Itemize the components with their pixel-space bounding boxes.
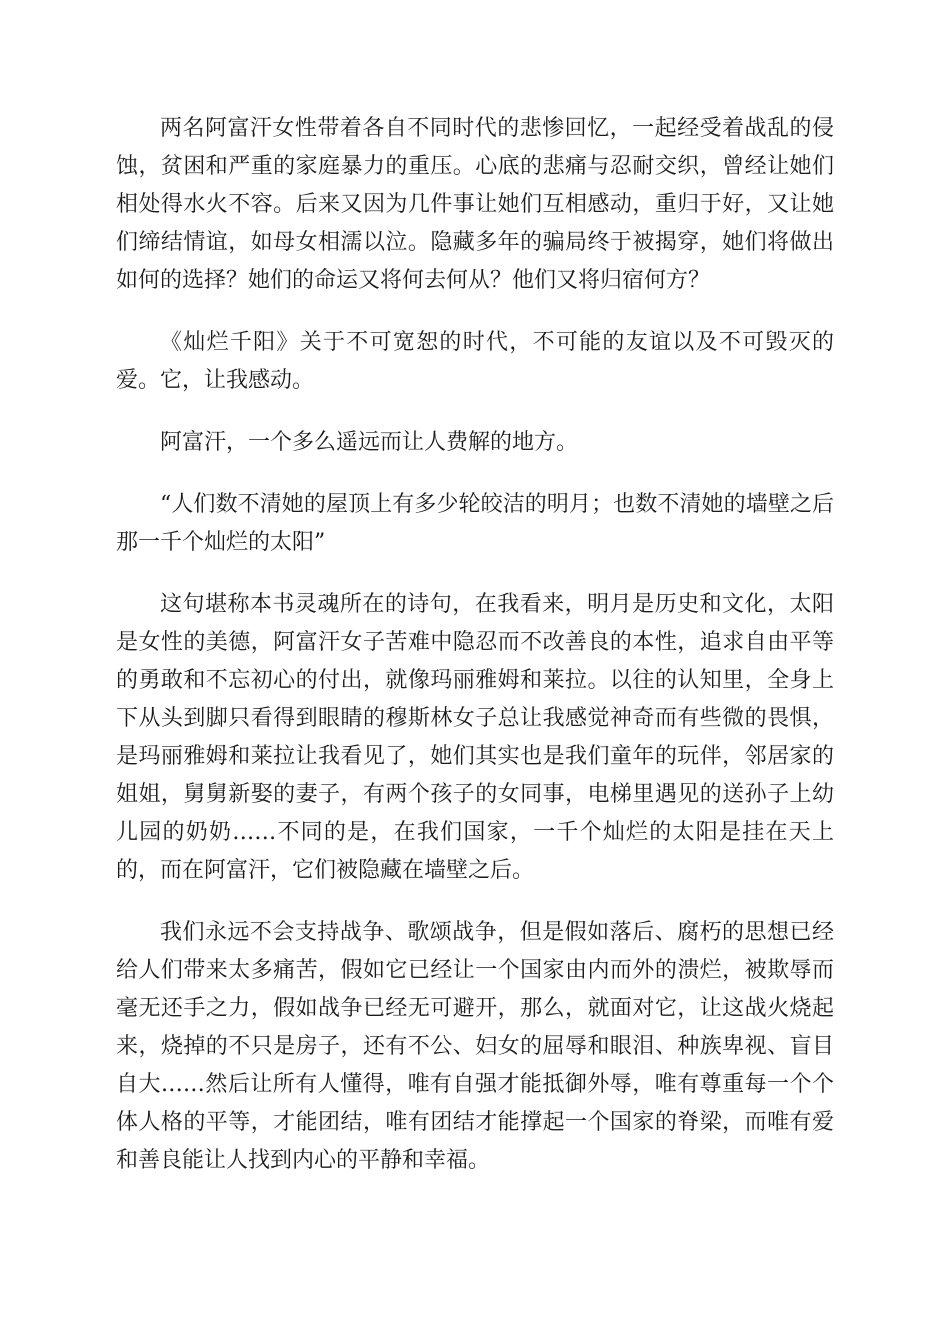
paragraph-afghanistan: 阿富汗，一个多么遥远而让人费解的地方。 — [160, 430, 579, 455]
paragraph-quote: “人们数不清她的屋顶上有多少轮皎洁的明月；也数不清她的墙壁之后那一千个灿烂的太阳” — [116, 492, 834, 555]
paragraph-war-reflection: 我们永远不会支持战争、歌颂战争，但是假如落后、腐朽的思想已经给人们带来太多痛苦，假如它已经让一个国家由内而外的溃烂，被欺辱而毫无还手之力，假如战争已经无可避开，那么，就面对它，让这战火烧起来，烧掉的不只是房子，还有不公、妇女的屈辱和眼泪、种族卑视、盲目自大……然后让所有人懂得，唯有自强才能抵御外辱，唯有尊重每一个个体人格的平等，才能团结，唯有团结才能撑起一个国家的脊梁，而唯有爱和善良能让人找到内心的平静和幸福。 — [116, 920, 834, 1173]
paragraph-intro: 两名阿富汗女性带着各自不同时代的悲惨回忆，一起经受着战乱的侵蚀，贫困和严重的家庭暴力的重压。心底的悲痛与忍耐交织，曾经让她们相处得水火不容。后来又因为几件事让她们互相感动，重归于好，又让她们缔结情谊，如母女相濡以泣。隐藏多年的骗局终于被揭穿，她们将做出如何的选择？她们的命运又将何去何从？他们又将归宿何方？ — [116, 116, 834, 293]
paragraph-interpretation: 这句堪称本书灵魂所在的诗句，在我看来，明月是历史和文化，太阳是女性的美德，阿富汗女子苦难中隐忍而不改善良的本性，追求自由平等的勇敢和不忘初心的付出，就像玛丽雅姆和莱拉。以往的认知里，全身上下从头到脚只看得到眼睛的穆斯林女子总让我感觉神奇而有些微的畏惧，是玛丽雅姆和莱拉让我看见了，她们其实也是我们童年的玩伴，邻居家的姐姐，舅舅新娶的妻子，有两个孩子的女同事，电梯里遇见的送孙子上幼儿园的奶奶……不同的是，在我们国家，一千个灿烂的太阳是挂在天上的，而在阿富汗，它们被隐藏在墙壁之后。 — [116, 592, 834, 883]
paragraph-book-summary: 《灿烂千阳》关于不可宽恕的时代，不可能的友谊以及不可毁灭的爱。它，让我感动。 — [116, 330, 834, 393]
document-page — [116, 110, 834, 1204]
